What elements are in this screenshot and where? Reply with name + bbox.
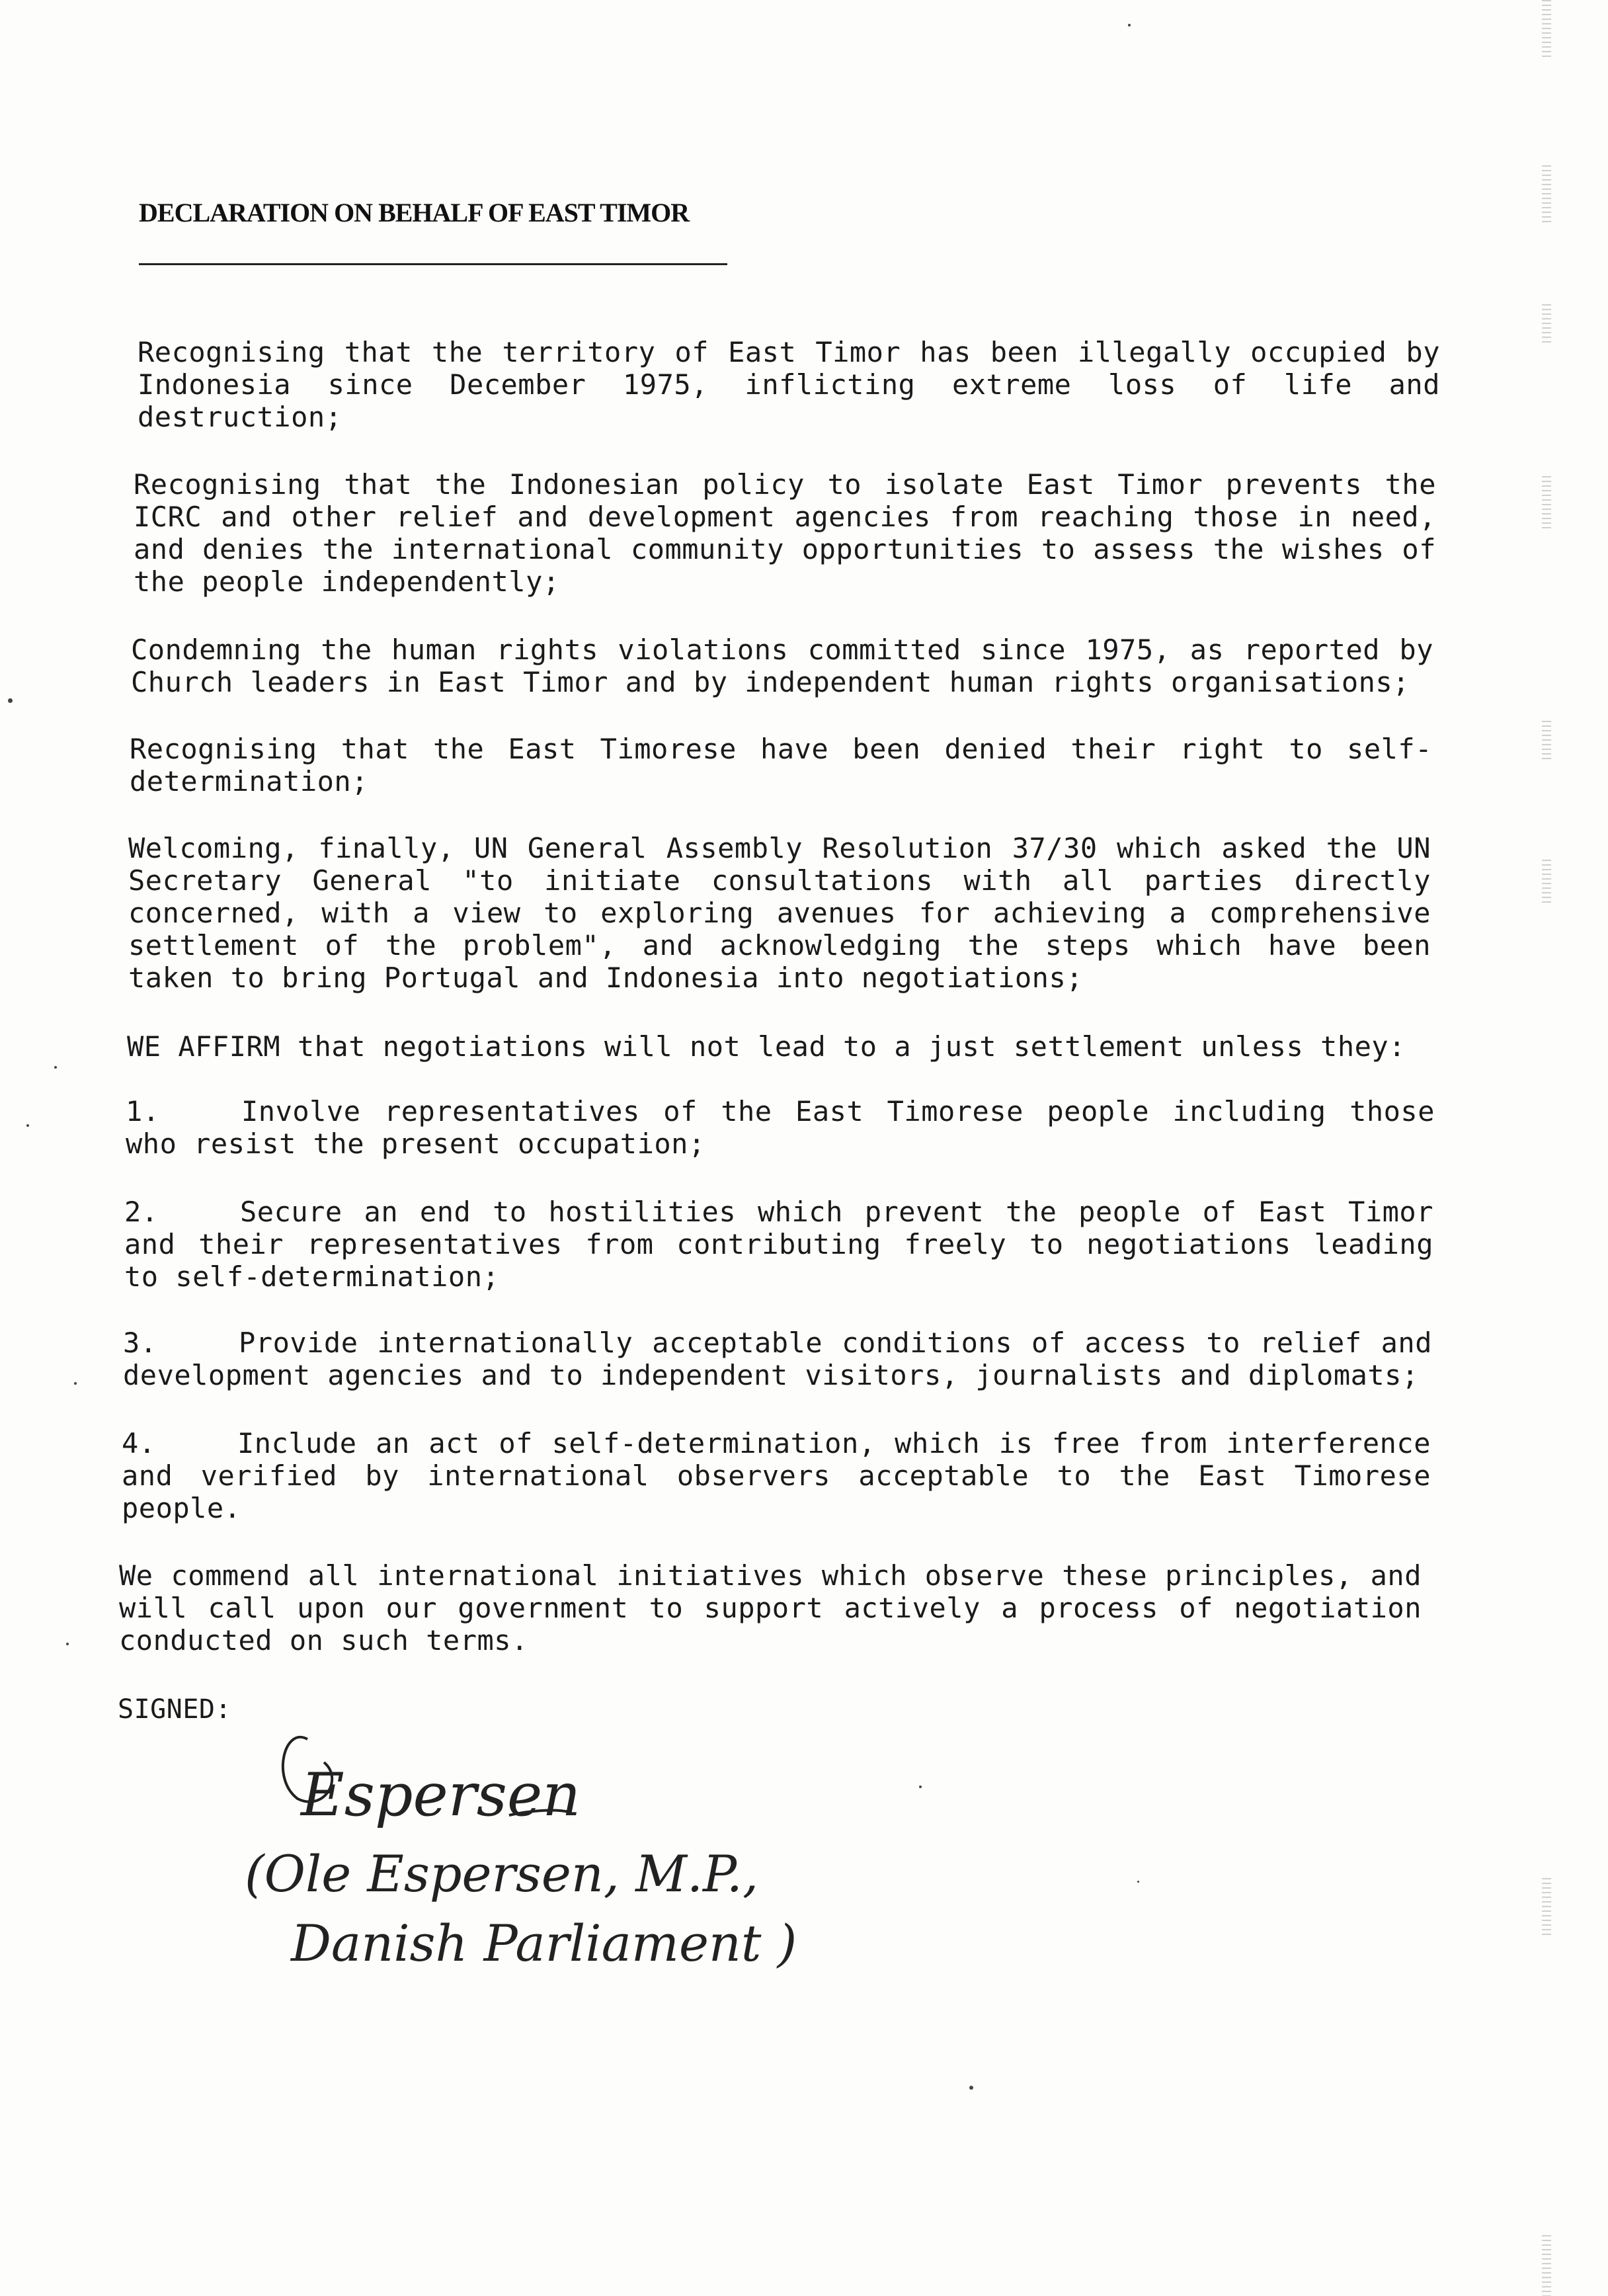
signature-scrawl: Espersen [301, 1760, 581, 1830]
document-title: DECLARATION ON BEHALF OF EAST TIMOR [139, 198, 690, 227]
list-item [123, 1327, 1432, 1391]
list-item [122, 1427, 1431, 1524]
handwritten-signature [245, 1700, 840, 1977]
list-item-number: 4. [122, 1427, 156, 1459]
affirm-paragraph: WE AFFIRM that negotiations will not lead to a just settlement unless they: [127, 1030, 1406, 1063]
scan-speck [66, 1643, 69, 1645]
signed-label: SIGNED: [118, 1694, 232, 1725]
scan-edge-noise [1542, 1878, 1551, 1938]
scan-edge-noise [1542, 304, 1551, 344]
scan-edge-noise [1542, 476, 1551, 529]
scan-speck [26, 1124, 29, 1127]
scan-speck [54, 1066, 57, 1069]
list-item-number: 2. [124, 1196, 159, 1228]
scan-speck [1137, 1881, 1139, 1883]
scan-speck [919, 1785, 922, 1788]
scan-edge-noise [1542, 860, 1551, 906]
list-item [124, 1196, 1433, 1293]
scan-edge-noise [1542, 0, 1551, 60]
scan-speck [1128, 24, 1131, 26]
list-item-text: Include an act of self-determination, which is free from interference and verified by international observers acceptable to the East Timorese people. [122, 1427, 1431, 1524]
scan-edge-noise [1542, 2235, 1551, 2296]
closing-paragraph: We commend all international initiatives which observe these principles, and will call upon our government to support actively a process of negotiation conducted on such terms. [119, 1559, 1422, 1657]
scan-edge-noise [1542, 721, 1551, 760]
list-item [126, 1095, 1435, 1160]
signature-name-line: (Ole Espersen, M.P., [245, 1844, 759, 1903]
list-item-text: Involve representatives of the East Timorese people including those who resist the present occupation; [126, 1095, 1435, 1160]
scan-speck [969, 2086, 973, 2090]
list-item-text: Secure an end to hostilities which prevent the people of East Timor and their representatives from contributing freely to negotiations leading to self-determination; [124, 1196, 1433, 1293]
title-underline [139, 263, 727, 265]
list-item-text: Provide internationally acceptable conditions of access to relief and development agencies and to independent visitors, journalists and diplomats; [123, 1327, 1432, 1391]
signature-affiliation-line: Danish Parliament ) [291, 1914, 797, 1973]
list-item-number: 3. [123, 1327, 157, 1359]
paragraph-3: Condemning the human rights violations committed since 1975, as reported by Church leaders in East Timor and by independent human rights organisations; [131, 634, 1433, 698]
scan-edge-noise [1542, 165, 1551, 225]
scan-speck [74, 1382, 77, 1385]
paragraph-2: Recognising that the Indonesian policy to isolate East Timor prevents the ICRC and other relief and development agencies from reaching those in need, and denies the international community opportunities to assess the wishes of the people independently; [134, 468, 1436, 598]
scan-speck [8, 698, 13, 703]
list-item-number: 1. [126, 1095, 160, 1128]
paragraph-5: Welcoming, finally, UN General Assembly Resolution 37/30 which asked the UN Secretary General "to initiate consultations with all parties directly concerned, with a view to exploring avenues for achieving a comprehensive settlement of the problem", and acknowledging the steps which have been taken to bring Portugal and Indonesia into negotiations; [128, 832, 1431, 994]
paragraph-1: Recognising that the territory of East Timor has been illegally occupied by Indonesia since December 1975, inflicting extreme loss of life and destruction; [138, 336, 1440, 433]
paragraph-4: Recognising that the East Timorese have been denied their right to self-determination; [130, 733, 1432, 798]
